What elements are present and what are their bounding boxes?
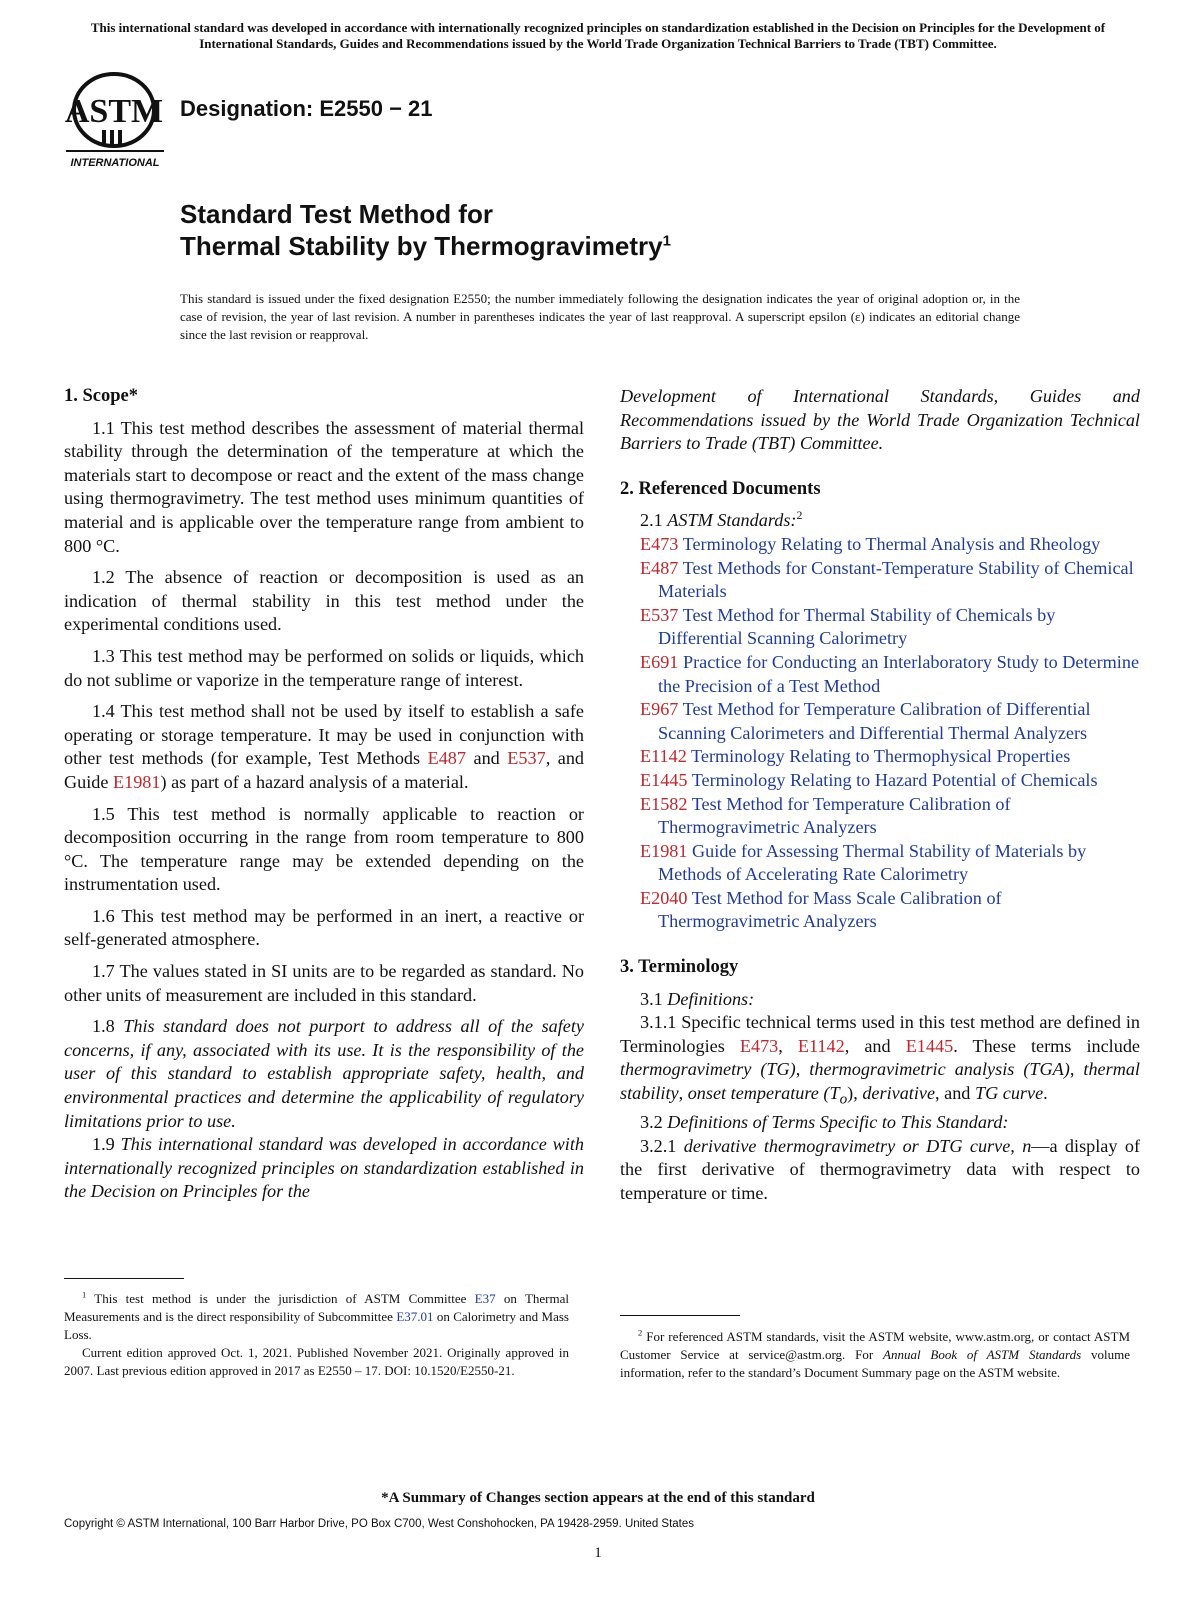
subcommittee-link-e3701[interactable]: E37.01 [396,1309,434,1324]
para-1-5: 1.5 This test method is normally applicable to reaction or decomposition occurring in the range from room temperature to 800 °C. The temperature range may be extended depending on the instrumentation used. [64,803,584,895]
astm-logo [64,70,166,170]
page-number: 1 [594,1545,602,1561]
para-1-2: 1.2 The absence of reaction or decomposition is used as an indication of thermal stability in this test method under the experimental conditions used. [64,567,584,635]
title-footnote-mark: 1 [662,232,671,250]
ref-link-e1142[interactable]: E1142 [797,1035,845,1056]
svg-text:ASTM: ASTM [64,93,164,130]
svg-text:INTERNATIONAL: INTERNATIONAL [70,157,160,169]
ref-link-e487[interactable]: E487 [427,748,466,769]
reference-item[interactable]: E537 Test Method for Thermal Stability of Chemicals by Differential Scanning Calorimetry [640,604,1056,649]
designation: Designation: E2550 − 21 [180,96,433,121]
right-column [620,385,1140,1206]
ref-link-e473[interactable]: E473 [739,1035,779,1056]
footnote-rule-right [620,1315,740,1316]
para-3-1-1: 3.1.1 Specific technical terms used in this test method are defined in Terminologies E473, E1142, and E1445. These terms include thermogravimetry (TG), thermogravimetric analysis (TGA), thermal stability, onset temperature $(T_o)$, derivative, and TG curve. [620,1012,1140,1108]
reference-item[interactable]: E473 Terminology Relating to Thermal Analysis and Rheology [640,533,1101,554]
ref-link-e1981[interactable]: E1981 [113,771,161,792]
astm-standards-label: 2.1 ASTM Standards:$^2$ [640,508,803,531]
footnote-1-para-1: $^1$ This test method is under the jurisdiction of ASTM Committee E37 on Thermal Measurements and is the direct responsibility of Subcommittee E37.01 on Calorimetry and Mass Loss. [64,1289,569,1342]
reference-item[interactable]: E487 Test Methods for Constant-Temperature Stability of Chemical Materials [640,557,1134,602]
top-notice: This international standard was developed in accordance with internationally recognized principles on standardization established in the Decision on Principles for the Development of International Standards, Guides and Recommendations issued by the World Trade Organization Technical Barriers to Trade (TBT) Committee. [90,20,1106,51]
committee-link-e37[interactable]: E37 [474,1291,496,1306]
ref-link-e537[interactable]: E537 [507,748,546,769]
footnote-1 [64,1290,569,1380]
para-1-9: 1.9 This international standard was developed in accordance with internationally recognized principles on standardization established in the Decision on Principles for the [64,1134,585,1202]
title-line-2: Thermal Stability by Thermogravimetry$^1$ [180,231,671,261]
section-1-heading: 1. Scope* [64,386,138,406]
reference-item[interactable]: E691 Practice for Conducting an Interlaboratory Study to Determine the Precision of a Test Method [640,651,1140,696]
para-1-6: 1.6 This test method may be performed in an inert, a reactive or self-generated atmosphere. [64,905,584,950]
section-3-heading: 3. Terminology [620,957,739,978]
summary-of-changes-note: *A Summary of Changes section appears at the end of this standard [381,1490,815,1506]
reference-item[interactable]: E967 Test Method for Temperature Calibration of Differential Scanning Calorimeters and Differential Thermal Analyzers [640,699,1091,743]
reference-item[interactable]: E1582 Test Method for Temperature Calibration of Thermogravimetric Analyzers [640,793,1011,838]
para-1-3: 1.3 This test method may be performed on solids or liquids, which do not sublime or vaporize in the temperature range of interest. [64,645,584,690]
para-1-7: 1.7 The values stated in SI units are to be regarded as standard. No other units of measurement are included in this standard. [64,961,584,1005]
referenced-documents-list [620,533,1140,934]
footnote-rule-left [64,1278,184,1279]
para-3-2: 3.2 Definitions of Terms Specific to This Standard: [640,1112,1009,1133]
astm-logo-icon [64,70,166,170]
para-1-9-continued: Development of International Standards, Guides and Recommendations issued by the World Trade Organization Technical Barriers to Trade (TBT) Committee. [620,386,1140,454]
para-3-2-1: 3.2.1 derivative thermogravimetry or DTG curve, n—a display of the first derivative of thermogravimetry data with respect to temperature or time. [620,1135,1141,1204]
reference-item[interactable]: E2040 Test Method for Mass Scale Calibration of Thermogravimetric Analyzers [640,887,1002,932]
reference-item[interactable]: E1142 Terminology Relating to Thermophysical Properties [640,746,1071,767]
footnote-2 [620,1328,1130,1382]
footnote-1-para-2: Current edition approved Oct. 1, 2021. Published November 2021. Originally approved in 2007. Last previous edition approved in 2017 as E2550 – 17. DOI: 10.1520/E2550-21. [64,1345,569,1378]
ref-link-e1445[interactable]: E1445 [905,1035,954,1056]
reference-item[interactable]: E1445 Terminology Relating to Hazard Potential of Chemicals [640,769,1098,790]
document-title [180,198,671,262]
para-3-1: 3.1 Definitions: [640,988,755,1009]
footnote-2-para: $^2$ For referenced ASTM standards, visit the ASTM website, www.astm.org, or contact ASTM Customer Service at service@astm.org. For Annual Book of ASTM Standards volume information, refer to the standard’s Document Summary page on the ASTM website. [620,1327,1131,1380]
left-column [64,385,584,1204]
title-line-1: Standard Test Method for [180,199,493,229]
section-2-heading: 2. Referenced Documents [620,478,821,499]
copyright-line: Copyright © ASTM International, 100 Barr Harbor Drive, PO Box C700, West Conshohocken, PA 19428-2959. United States [64,1518,695,1530]
para-1-1: 1.1 This test method describes the assessment of material thermal stability through the determination of the temperature at which the materials start to decompose or react and the extent of the mass change using thermogravimetry. The test method uses minimum quantities of material and is applicable over the temperature range from ambient to 800 °C. [64,417,584,556]
issued-note: This standard is issued under the fixed designation E2550; the number immediately following the designation indicates the year of original adoption or, in the case of revision, the year of last revision. A number in parentheses indicates the year of last reapproval. A superscript epsilon (ε) indicates an editorial change since the last revision or reapproval. [180,291,1020,342]
reference-item[interactable]: E1981 Guide for Assessing Thermal Stability of Materials by Methods of Accelerating Rate Calorimetry [640,840,1087,885]
para-1-8: 1.8 This standard does not purport to address all of the safety concerns, if any, associated with its use. It is the responsibility of the user of this standard to establish appropriate safety, health, and environmental practices and determine the applicability of regulatory limitations prior to use. [64,1016,585,1131]
para-1-4: 1.4 This test method shall not be used by itself to establish a safe operating or storage temperature. It may be used in conjunction with other test methods (for example, Test Methods E487 and E537, and Guide E1981) as part of a hazard analysis of a material. [64,701,585,792]
